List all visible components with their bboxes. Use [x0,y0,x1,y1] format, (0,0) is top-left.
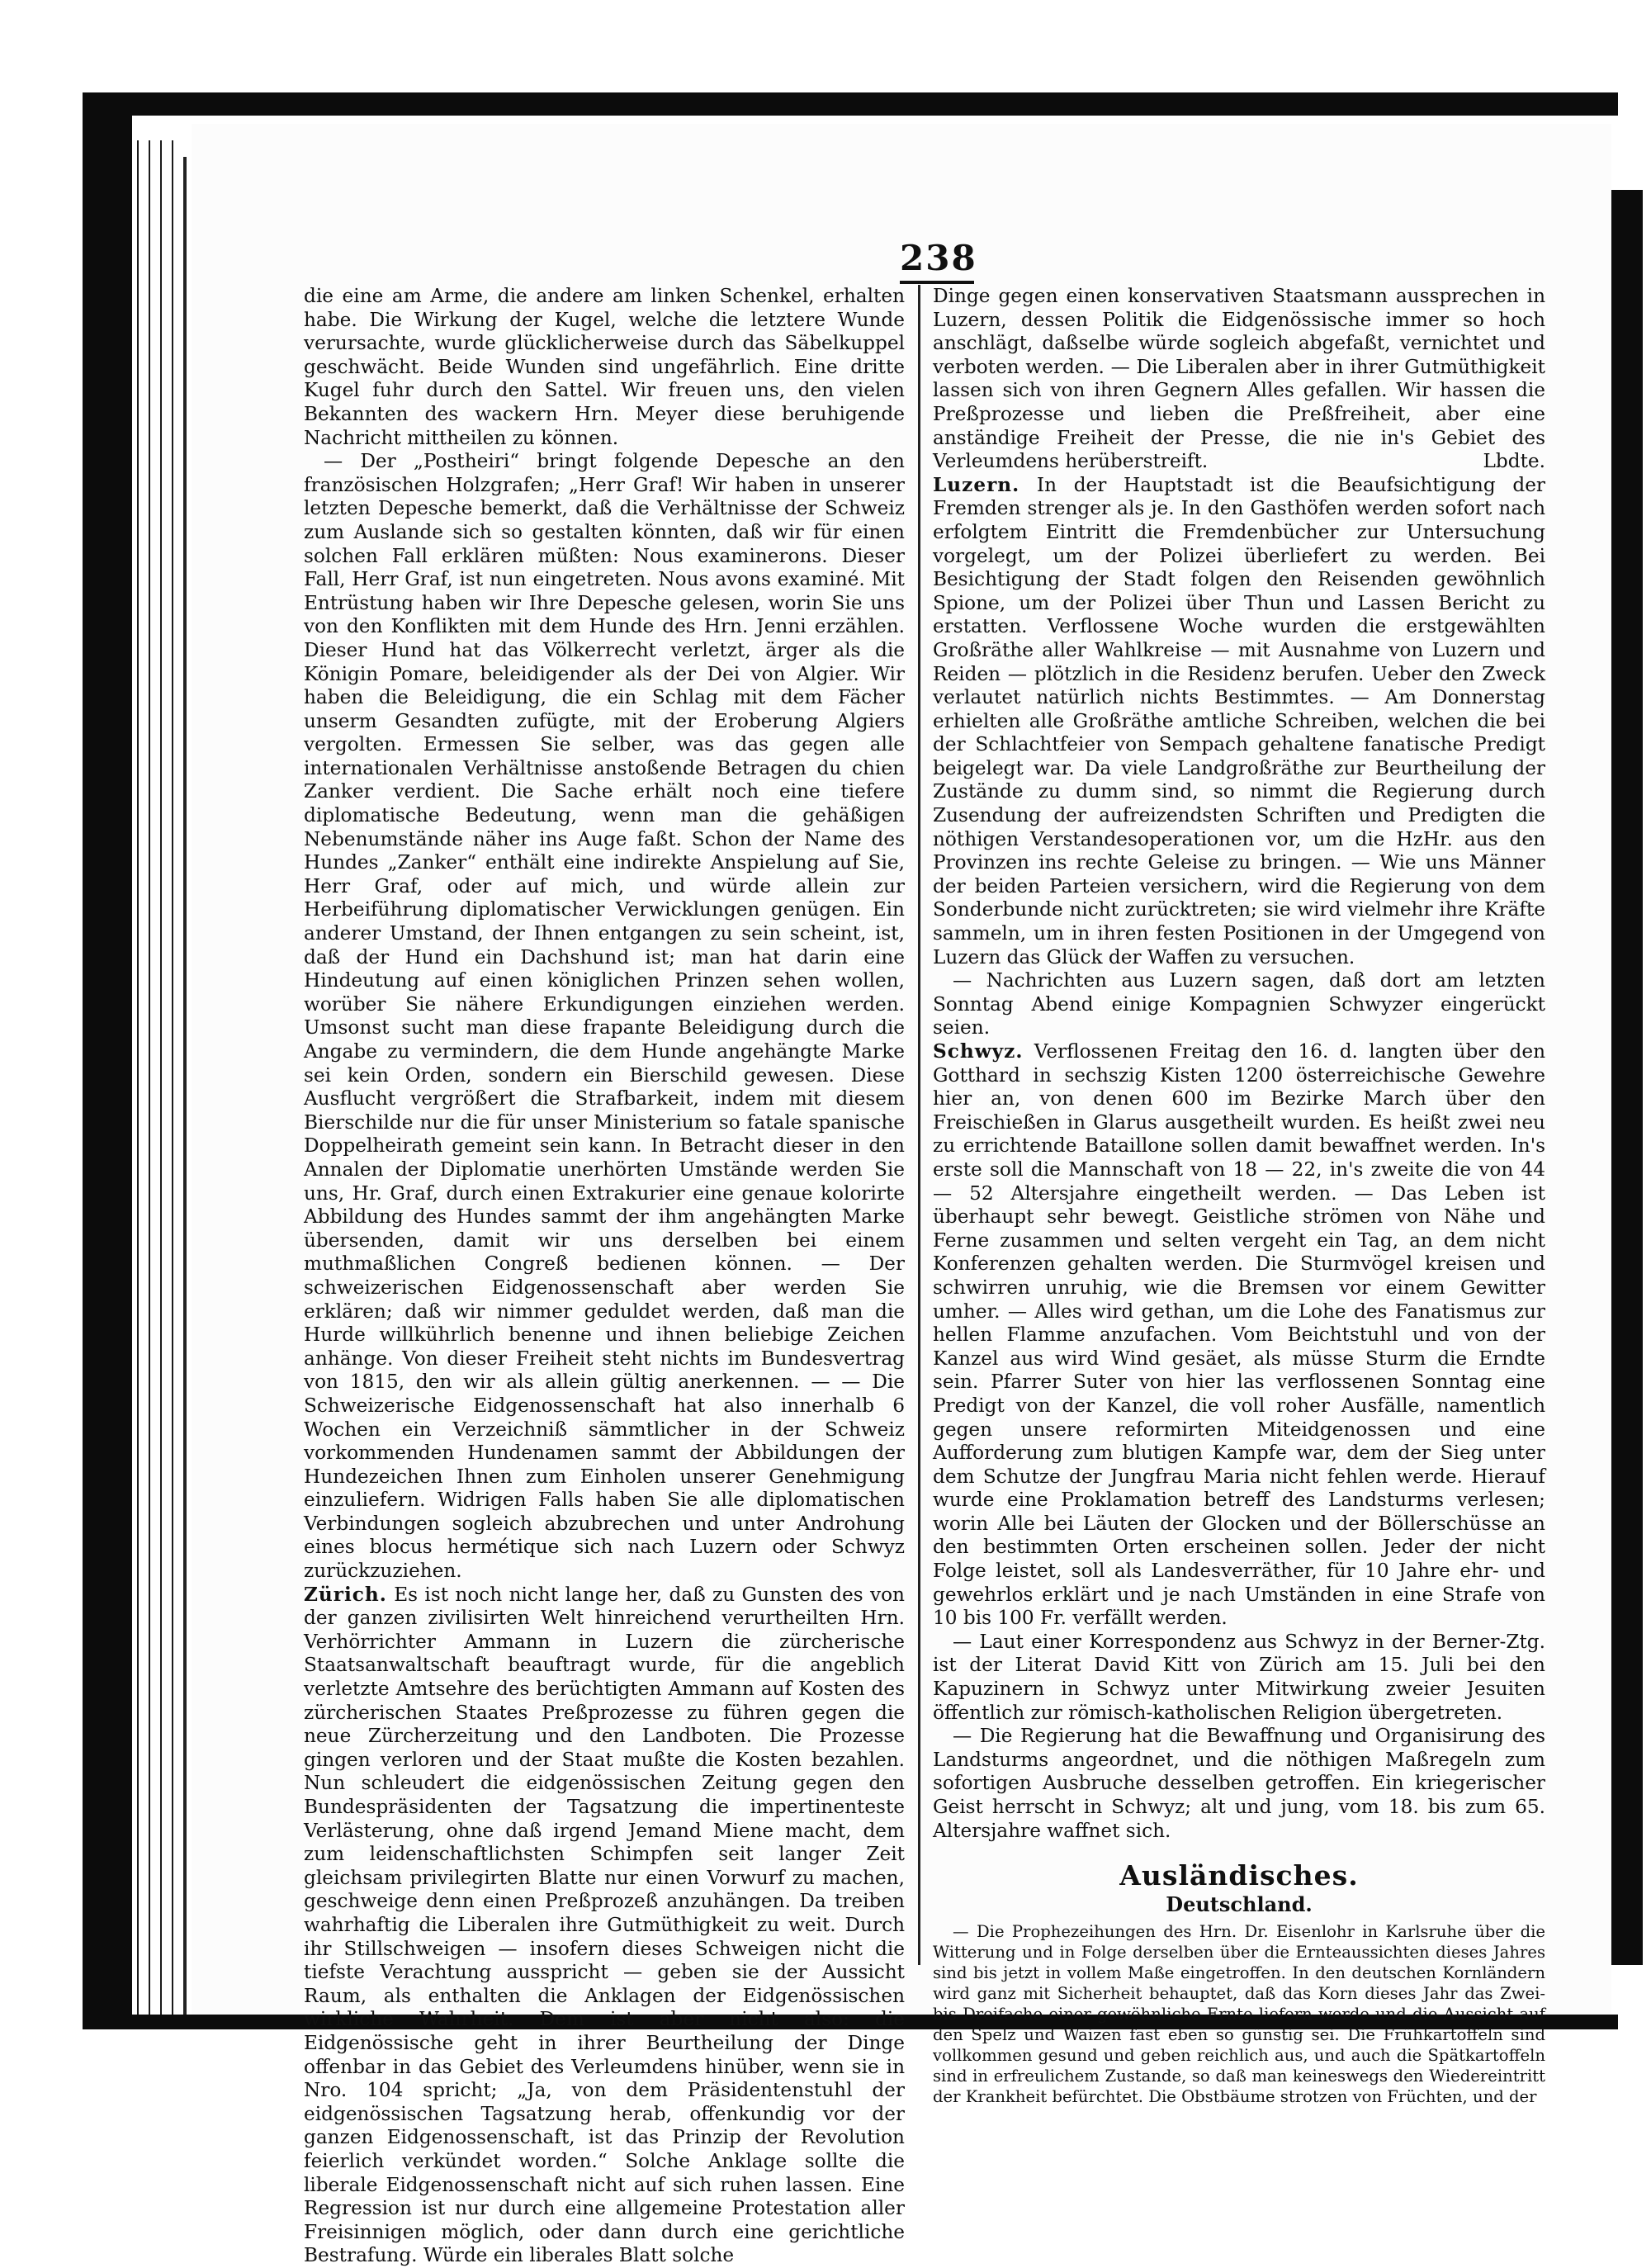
article-paragraph [933,1040,1545,1631]
article-text: — Laut einer Korrespondenz aus Schwyz in der Berner-Ztg. ist der Literat David Kitt von Zürich am 15. Juli bei den Kapuzinern in Schwyz unter Mitwirkung zweier Jesuiten öffentlich zur römisch-katholischen Religion übergetreten. [933,1630,1545,1724]
article-paragraph [304,1584,905,2268]
book-spine [132,140,182,2015]
article-paragraph [933,1631,1545,1725]
column-divider [918,285,920,1965]
page-number-rule [900,281,974,284]
author-signature: Lbdte. [1483,450,1545,473]
article-paragraph [933,474,1545,969]
article-paragraph [933,285,1545,474]
article-text: Verflossenen Freitag den 16. d. langten über den Gotthard in sechszig Kisten 1200 österreichische Gewehre hier an, von denen 600 im Bezirke March über den Freischießen in Glarus ausgetheilt wurden. Es heißt zwei neu zu errichtende Bataillone sollen damit bewaffnet werden. In's erste soll die Mannschaft von 18 — 22, in's zweite die von 44 — 52 Altersjahre eingetheilt werden. — Das Leben ist überhaupt sehr bewegt. Geistliche strömen von Nähe und Ferne zusammen und selten vergeht ein Tag, an dem nicht Konferenzen gehalten werden. Die Sturmvögel kreisen und schwirren unruhig, wie die Bremsen vor einem Gewitter umher. — Alles wird gethan, um die Lohe des Fanatismus zur hellen Flamme anzufachen. Vom Beichtstuhl und von der Kanzel aus wird Wind gesäet, als müsse Sturm die Erndte sein. Pfarrer Suter von hier las verflossenen Sonntag eine Predigt von der Kanzel, die voll roher Ausfälle, namentlich gegen unsere reformirten Miteidgenossen und eine Aufforderung zum blutigen Kampfe war, dem der Sieg unter dem Schutze der Jungfrau Maria nicht fehlen werde. Hierauf wurde eine Proklamation betreff des Landsturms verlesen; worin Alle bei Läuten der Glocken und der Böllerschüsse an den bestimmten Orten erscheinen sollen. Jeder der nicht Folge leistet, soll als Landesverräther, für 10 Jahre ehr- und gewehrlos erklärt und je nach Umständen in eine Strafe von 10 bis 100 Fr. verfällt werden. [933,1040,1546,1630]
article-text: Dinge gegen einen konservativen Staatsmann aussprechen in Luzern, dessen Politik die Eidgenössische immer so hoch anschlägt, daßselbe würde sogleich abgefaßt, vernichtet und verboten werden. — Die Liberalen aber in ihrer Gutmüthigkeit lassen sich von ihren Gegnern Alles gefallen. Wir hassen die Preßprozesse und lieben die Preßfreiheit, aber eine anständige Freiheit der Presse, die nie in's Gebiet des Verleumdens herüberstreift. [933,285,1545,473]
section-title-foreign: Ausländisches. [1119,1859,1359,1892]
place-heading-luzern: Luzern. [933,473,1020,496]
scan-border-top [83,92,1618,116]
article-paragraph [933,969,1545,1040]
article-paragraph [933,1725,1545,1843]
left-column [304,285,905,2268]
right-column [933,285,1545,2107]
page-number: 238 [900,238,977,278]
article-text: — Die Prophezeihungen des Hrn. Dr. Eisenlohr in Karlsruhe über die Witterung und in Folge derselben über die Ernteaussichten dieses Jahres sind bis jetzt in vollem Maße eingetroffen. In den deutschen Kornländern wird ganz mit Sicherheit behauptet, daß das Korn dieses Jahr das Zwei- bis Dreifache einer gewöhnliche Ernte liefern werde und die Aussicht auf den Spelz und Waizen fast eben so günstig sei. Die Frühkartoffeln sind vollkommen gesund und geben reichlich aus, und auch die Spätkartoffeln sind in erfreulichem Zustande, so daß man keineswegs den Wiedereintritt der Krankheit befürchtet. Die Obstbäume strotzen von Früchten, und der [933,1922,1545,2107]
scan-border-right [1611,190,1643,1965]
article-text: Es ist noch nicht lange her, daß zu Gunsten des von der ganzen zivilisirten Welt hinreichend verurtheilten Hrn. Verhörrichter Ammann in Luzern die zürcherische Staatsanwaltschaft beauftragt wurde, für die angeblich verletzte Amtsehre des berüchtigten Ammann auf Kosten des zürcherischen Staates Preßprozesse zu führen gegen die neue Zürcherzeitung und den Landboten. Die Prozesse gingen verloren und der Staat mußte die Kosten bezahlen. Nun schleudert die eidgenössischen Zeitung gegen den Bundespräsidenten der Tagsatzung die impertinenteste Verlästerung, ohne daß irgend Jemand Miene macht, dem zum leidenschaftlichsten Schimpfen seit langer Zeit gleichsam privilegirten Blatte nur einen Vorwurf zu machen, geschweige denn einen Preßprozeß anzuhängen. Da treiben wahrhaftig die Liberalen ihre Gutmüthigkeit zu weit. Durch ihr Stillschweigen — insofern dieses Schweigen nicht die tiefste Verachtung ausspricht — geben sie der Aussicht Raum, als enthalten die Anklagen der Eidgenössischen wirkliche Wahrheit. Dem ist aber nicht also: die Eidgenössische geht in ihrer Beurtheilung der Dinge offenbar in das Gebiet des Verleumdens hinüber, wenn sie in Nro. 104 spricht; „Ja, von dem Präsidentenstuhl der eidgenössischen Tagsatzung herab, offenkundig vor der ganzen Eidgenossenschaft, ist das Prinzip der Revolution feierlich verkündet worden.“ Solche Anklage sollte die liberale Eidgenossenschaft nicht auf sich ruhen lassen. Eine Regression ist nur durch eine allgemeine Protestation aller Freisinnigen möglich, oder dann durch eine gerichtliche Bestrafung. Würde ein liberales Blatt solche [304,1583,905,2267]
article-text: — Der „Postheiri“ bringt folgende Depesche an den französischen Holzgrafen; „Herr Graf! Wir haben in unserer letzten Depesche bemerkt, daß die Verhältnisse der Schweiz zum Auslande sich so gestalten könnten, daß wir für einen solchen Fall erklären müßten: Nous examinerons. Dieser Fall, Herr Graf, ist nun eingetreten. Nous avons examiné. Mit Entrüstung haben wir Ihre Depesche gelesen, worin Sie uns von den Konflikten mit dem Hunde des Hrn. Jenni erzählen. Dieser Hund hat das Völkerrecht verletzt, ärger als die Königin Pomare, beleidigender als der Dei von Algier. Wir haben die Beleidigung, die ein Schlag mit dem Fächer unserm Gesandten zufügte, mit der Eroberung Algiers vergolten. Ermessen Sie selber, was das gegen alle internationalen Verhältnisse anstoßende Betragen du chien Zanker verdient. Die Sache erhält noch eine tiefere diplomatische Bedeutung, wenn man die gehäßigen Nebenumstände näher ins Auge faßt. Schon der Name des Hundes „Zanker“ enthält eine indirekte Anspielung auf Sie, Herr Graf, oder auf mich, und würde allein zur Herbeiführung diplomatischer Verwicklungen genügen. Ein anderer Umstand, der Ihnen entgangen zu sein scheint, ist, daß der Hund ein Dachshund ist; man hat darin eine Hindeutung auf einen königlichen Prinzen sehen wollen, worüber Sie nähere Erkundigungen einziehen werden. Umsonst sucht man diese frapante Beleidigung durch die Angabe zu vermindern, die dem Hunde angehängte Marke sei kein Orden, sondern ein Bierschild gewesen. Diese Ausflucht vergrößert die Strafbarkeit, indem mit diesem Bierschilde nur die für unser Ministerium so fatale spanische Doppelheirath gemeint sein kann. In Betracht dieser in den Annalen der Diplomatie unerhörten Umstände werden Sie uns, Hr. Graf, durch einen Extrakurier eine genaue kolorirte Abbildung des Hundes sammt der ihm angehängten Marke übersenden, damit wir uns derselben bei einem muthmaßlichen Congreß bedienen können. — Der schweizerischen Eidgenossenschaft aber werden Sie erklären; daß wir nimmer geduldet werden, daß man die Hurde willkührlich benenne und ihnen beliebige Zeichen anhänge. Von dieser Freiheit steht nichts im Bundesvertrag von 1815, den wir als allein gültig anerkennen. — — Die Schweizerische Eidgenossenschaft hat also innerhalb 6 Wochen ein Verzeichniß sämmtlicher in der Schweiz vorkommenden Hundenamen sammt der Abbildungen der Hundezeichen Ihnen zum Einholen unserer Genehmigung einzuliefern. Widrigen Falls haben Sie alle diplomatischen Verbindungen sogleich abzubrechen und unter Androhung eines blocus hermétique sich nach Luzern oder Schwyz zurückzuziehen. [304,450,905,1583]
article-paragraph [304,450,905,1584]
place-heading-schwyz: Schwyz. [933,1040,1024,1063]
article-text: die eine am Arme, die andere am linken Schenkel, erhalten habe. Die Wirkung der Kugel, welche die letztere Wunde verursachte, wurde glücklicherweise durch das Säbelkuppel geschwächt. Beide Wunden sind ungefährlich. Eine dritte Kugel fuhr durch den Sattel. Wir freuen uns, den vielen Bekannten des wackern Hrn. Meyer diese beruhigende Nachricht mittheilen zu können. [304,285,905,449]
article-paragraph [933,1921,1545,2107]
article-text: — Nachrichten aus Luzern sagen, daß dort am letzten Sonntag Abend einige Kompagnien Schwyzer eingerückt seien. [933,969,1545,1039]
subsection-title-germany: Deutschland. [1166,1892,1313,1916]
scan-border-left [83,92,132,2029]
article-text: — Die Regierung hat die Bewaffnung und Organisirung des Landsturms angeordnet, und die nöthigen Maßregeln zum sofortigen Ausbruche desselben getroffen. Ein kriegerischer Geist herrscht in Schwyz; alt und jung, vom 18. bis zum 65. Altersjahre waffnet sich. [933,1725,1545,1842]
place-heading-zurich: Zürich. [304,1583,387,1606]
article-text: In der Hauptstadt ist die Beaufsichtigung der Fremden strenger als je. In den Gasthöfen werden sofort nach erfolgtem Eintritt die Fremdenbücher zur Untersuchung vorgelegt, um der Polizei überliefert zu werden. Bei Besichtigung der Stadt folgen den Reisenden gewöhnlich Spione, um der Polizei über Thun und Lassen Bericht zu erstatten. Verflossene Woche wurden die erstgewählten Großräthe aller Wahlkreise — mit Ausnahme von Luzern und Reiden — plötzlich in die Residenz berufen. Ueber den Zweck verlautet natürlich nichts Bestimmtes. — Am Donnerstag erhielten alle Großräthe amtliche Schreiben, welchen die bei der Schlachtfeier von Sempach gehaltene fanatische Predigt beigelegt war. Da viele Landgroßräthe zur Beurtheilung der Zustände zu dumm sind, so nimmt die Regierung durch Zusendung der aufreizendsten Schriften und Predigten die nöthigen Verstandesoperationen vor, um die HzHr. aus den Provinzen ins rechte Geleise zu bringen. — Wie uns Männer der beiden Parteien versichern, wird die Regierung von dem Sonderbunde nicht zurücktreten; sie wird vielmehr ihre Kräfte sammeln, um in ihren festen Positionen in der Umgegend von Luzern das Glück der Waffen zu versuchen. [933,473,1545,968]
page-edge [183,157,187,2015]
article-paragraph [304,285,905,450]
